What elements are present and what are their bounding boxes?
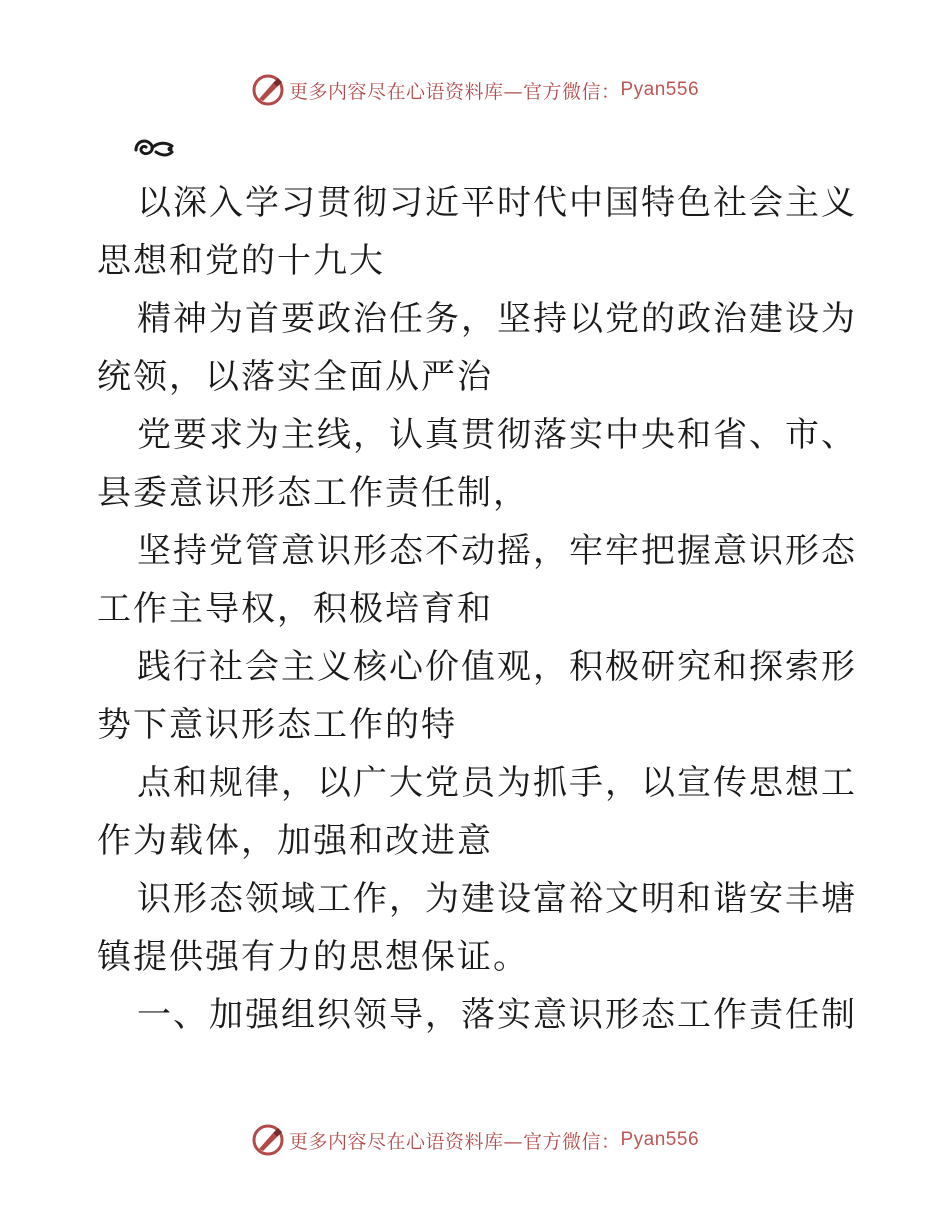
paragraph: 点和规律，以广大党员为抓手，以宣传思想工作为载体，加强和改进意 — [97, 763, 857, 861]
watermark-text: 更多内容尽在心语资料库—官方微信： — [288, 1130, 621, 1153]
watermark-text: 更多内容尽在心语资料库—官方微信： — [288, 80, 621, 103]
paragraph: 识形态领域工作，为建设富裕文明和谐安丰塘镇提供强有力的思想保证。 — [97, 879, 857, 977]
watermark-wechat-id: Pyan556 — [620, 1129, 700, 1150]
document-body — [97, 174, 857, 1044]
pen-logo-icon — [251, 73, 285, 107]
header-watermark — [0, 70, 950, 110]
paragraph: 党要求为主线，认真贯彻落实中央和省、市、县委意识形态工作责任制， — [97, 415, 857, 513]
paragraph: 践行社会主义核心价值观，积极研究和探索形势下意识形态工作的特 — [97, 647, 857, 745]
fleuron-ornament-icon — [132, 134, 176, 162]
paragraph: 以深入学习贯彻习近平时代中国特色社会主义思想和党的十九大 — [97, 183, 857, 281]
section-heading: 一、加强组织领导，落实意识形态工作责任制 — [137, 995, 857, 1035]
watermark-wechat-id: Pyan556 — [620, 79, 700, 100]
paragraph: 坚持党管意识形态不动摇，牢牢把握意识形态工作主导权，积极培育和 — [97, 531, 857, 629]
pen-logo-icon — [251, 1123, 285, 1157]
footer-watermark — [0, 1120, 950, 1160]
paragraph: 精神为首要政治任务，坚持以党的政治建设为统领，以落实全面从严治 — [97, 299, 857, 397]
